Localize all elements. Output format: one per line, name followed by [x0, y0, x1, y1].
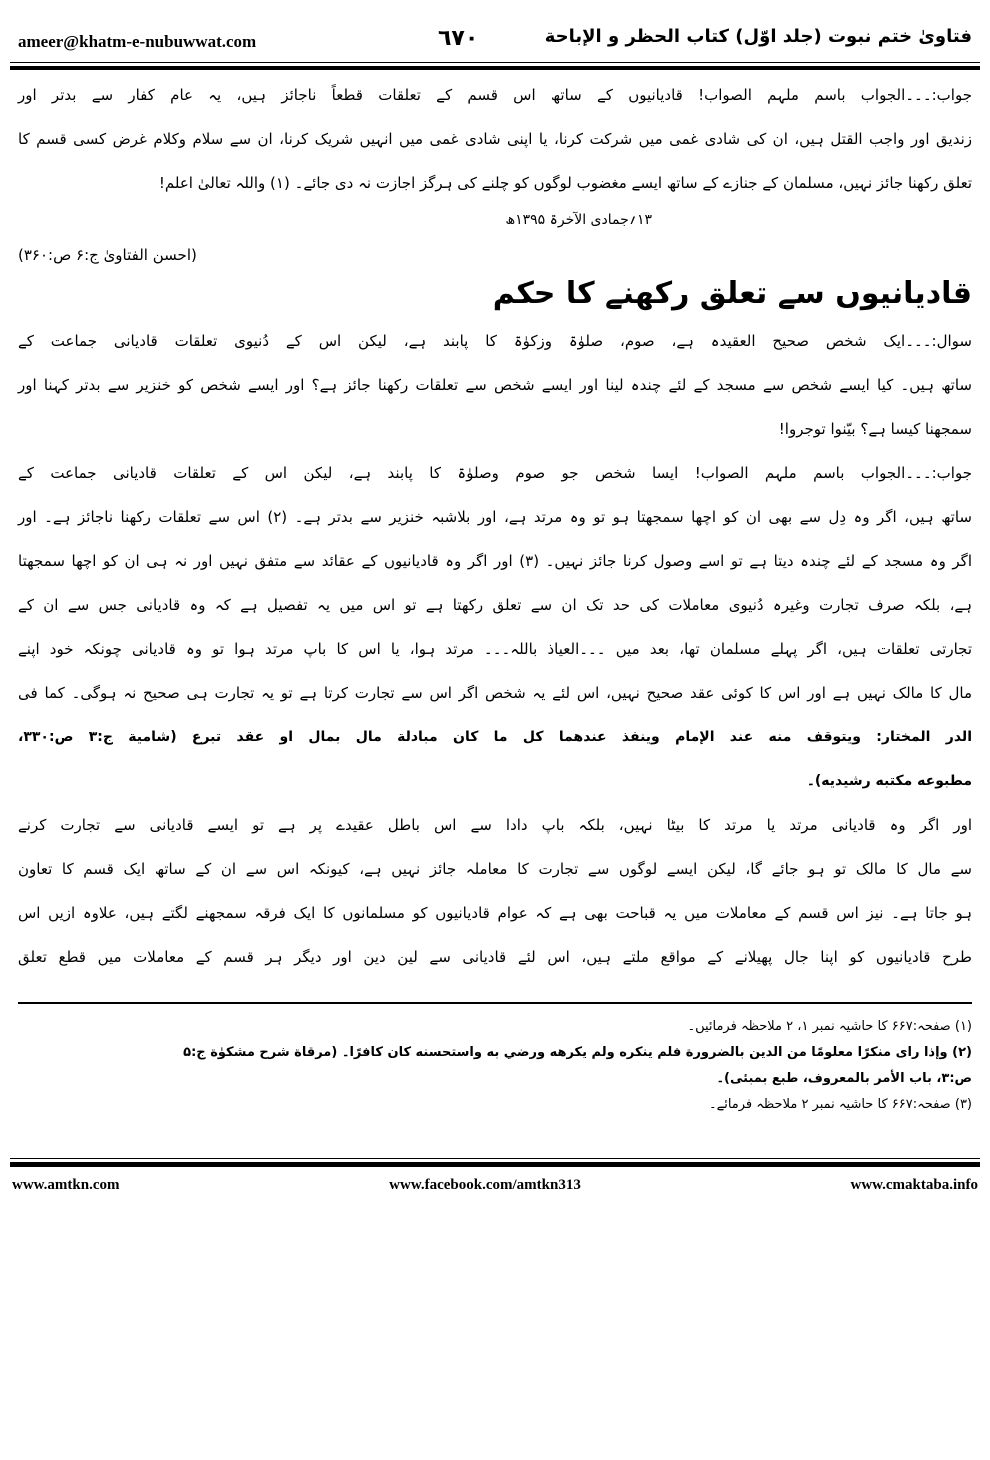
- answer2-line: ہو جاتا ہے۔ نیز اس قسم کے معاملات میں یہ قباحت بھی ہے کہ عوام قادیانیوں کو مسلمانوں کا ایک فرقہ سمجھنے لگتے ہیں، علاوہ ازیں اس: [18, 904, 972, 922]
- answer2-line: تجارتی تعلقات ہیں، اگر پہلے مسلمان تھا، بعد میں ۔۔۔العیاذ باللہ۔۔۔ مرتد ہوا، یا اس کا باپ مرتد ہوا تو وہ قادیانی چونکہ خود اپنے: [18, 640, 972, 658]
- footnote: (۳) صفحہ:۶۶۷ کا حاشیہ نمبر ۲ ملاحظہ فرمائے۔: [708, 1097, 972, 1112]
- footer-link-facebook[interactable]: www.facebook.com/amtkn313: [389, 1177, 581, 1193]
- page-header: [18, 0, 972, 56]
- answer2-line: ہے، بلکہ صرف تجارت وغیرہ دُنیوی معاملات کی حد تک ان سے تعلق رکھتا ہے تو اس میں یہ تفصیل ہے کہ وہ قادیانی جس سے ان کے: [18, 596, 972, 614]
- question-line: ساتھ ہیں۔ کیا ایسے شخص سے مسجد کے لئے چندہ لینا اور ایسے شخص سے تعلقات رکھنا جائز ہے؟ اور ایسے شخص کو خنزیر سے بدتر کہنا اور: [18, 376, 972, 394]
- question-line: سوال:۔۔۔ایک شخص صحیح العقیدہ ہے، صوم، صلوٰۃ وزکوٰۃ کا پابند ہے، لیکن اس کے دُنیوی تعلقات قادیانی جماعت کے: [18, 332, 972, 350]
- answer2-line: طرح قادیانیوں کو اپنا جال پھیلانے کے مواقع ملتے ہیں، اس لئے قادیانی سے لین دین اور دیگر ہر قسم کے معاملات میں قطع تعلق: [18, 948, 972, 966]
- book-title: فتاویٰ ختم نبوت (جلد اوّل) کتاب الحظر و الإباحة: [544, 26, 972, 47]
- fatwa-date: ۱۳؍جمادی الآخرۃ ۱۳۹۵ھ: [505, 212, 652, 228]
- page-number: ٦٧٠: [438, 26, 479, 51]
- header-rule-thin: [10, 62, 980, 63]
- arabic-quote-line: الدر المختار: ویتوقف منه عند الإمام وینفذ عندھما کل ما کان مبادلة مال بمال او عقد تبرع (شامیة ج:۳ ص:۳۳۰،: [18, 729, 972, 745]
- footnote-rule: [18, 1002, 972, 1004]
- question-line: سمجھنا کیسا ہے؟ بیّنوا توجروا!: [778, 420, 972, 438]
- arabic-quote-line: مطبوعه مکتبه رشیدیه)۔: [806, 773, 972, 789]
- answer2-line: مال کا مالک نہیں ہے اور اس کا کوئی عقد صحیح نہیں، اس لئے یہ شخص اگر اس سے تجارت کرتا ہے تو یہ تجارت ہی صحیح نہ ہوگی۔ کما فی: [18, 684, 972, 702]
- answer1-line: زندیق اور واجب القتل ہیں، ان کی شادی غمی میں شرکت کرنا، یا اپنی شادی غمی میں انہیں شریک کرنا، ان سے سلام وکلام غرض کسی قسم کا: [18, 130, 972, 148]
- footnote: ص:۳، باب الأمر بالمعروف، طبع بمبئی)۔: [716, 1071, 972, 1086]
- answer2-line: سے مال کا مالک تو ہو جائے گا، لیکن ایسے لوگوں سے تجارت کا معاملہ جائز نہیں ہے، کیونکہ اس سے ان کے ساتھ ایک قسم کا تعاون: [18, 860, 972, 878]
- footnote: (۱) صفحہ:۶۶۷ کا حاشیہ نمبر ۱، ۲ ملاحظہ فرمائیں۔: [687, 1019, 972, 1034]
- answer2-line: اگر وہ مسجد کے لئے چندہ دیتا ہے تو اسے وصول کرنا جائز نہیں۔ (۳) اور اگر وہ قادیانیوں کے عقائد سے متفق نہیں اور نہ ہی ان کو اچھا سمجھتا: [18, 552, 972, 570]
- source-citation: (احسن الفتاویٰ ج:۶ ص:۳۶۰): [18, 246, 197, 264]
- section-heading: قادیانیوں سے تعلق رکھنے کا حکم: [492, 276, 972, 311]
- answer1-line: تعلق رکھنا جائز نہیں، مسلمان کے جنازے کے ساتھ ایسے مغضوب لوگوں کو چلنے کی ہرگز اجازت نہ دی جائے۔ (۱) واللہ تعالیٰ اعلم!: [158, 174, 972, 192]
- answer1-line: جواب:۔۔۔الجواب باسم ملہم الصواب! قادیانیوں کے ساتھ اس قسم کے تعلقات قطعاً ناجائز ہیں، یہ عام کفار سے بدتر اور: [18, 86, 972, 104]
- header-email: ameer@khatm-e-nubuwwat.com: [18, 32, 257, 51]
- page-body: [10, 70, 980, 1118]
- page-footer: [10, 1167, 980, 1208]
- footnote: (۲) وإذا رای منكرًا معلومًا من الدين بالضرورة فلم ينكره ولم يكرهه ورضي به واستحسنه كان كافرًا۔ (مرقاة شرح مشكوٰة ج:۵: [183, 1045, 972, 1060]
- footer-link-cmaktaba[interactable]: www.cmaktaba.info: [850, 1177, 978, 1193]
- footer-rule-thin: [10, 1158, 980, 1159]
- answer2-line: ساتھ ہیں، اگر وہ دِل سے بھی ان کو اچھا سمجھتا ہو تو وہ مرتد ہے، اور بلاشبہ خنزیر سے بدتر ہے۔ (۲) اس سے تعلقات رکھنا ناجائز ہے۔ اور: [18, 508, 972, 526]
- answer2-line: اور اگر وہ قادیانی مرتد یا مرتد کا بیٹا نہیں، بلکہ باپ دادا سے اس باطل عقیدے پر ہے تو ایسے قادیانی سے تجارت کرنے: [18, 816, 972, 834]
- answer2-line: جواب:۔۔۔الجواب باسم ملہم الصواب! ایسا شخص جو صوم وصلوٰۃ کا پابند ہے، لیکن اس کے تعلقات قادیانی جماعت کے: [18, 464, 972, 482]
- footer-link-amtkn[interactable]: www.amtkn.com: [12, 1177, 120, 1193]
